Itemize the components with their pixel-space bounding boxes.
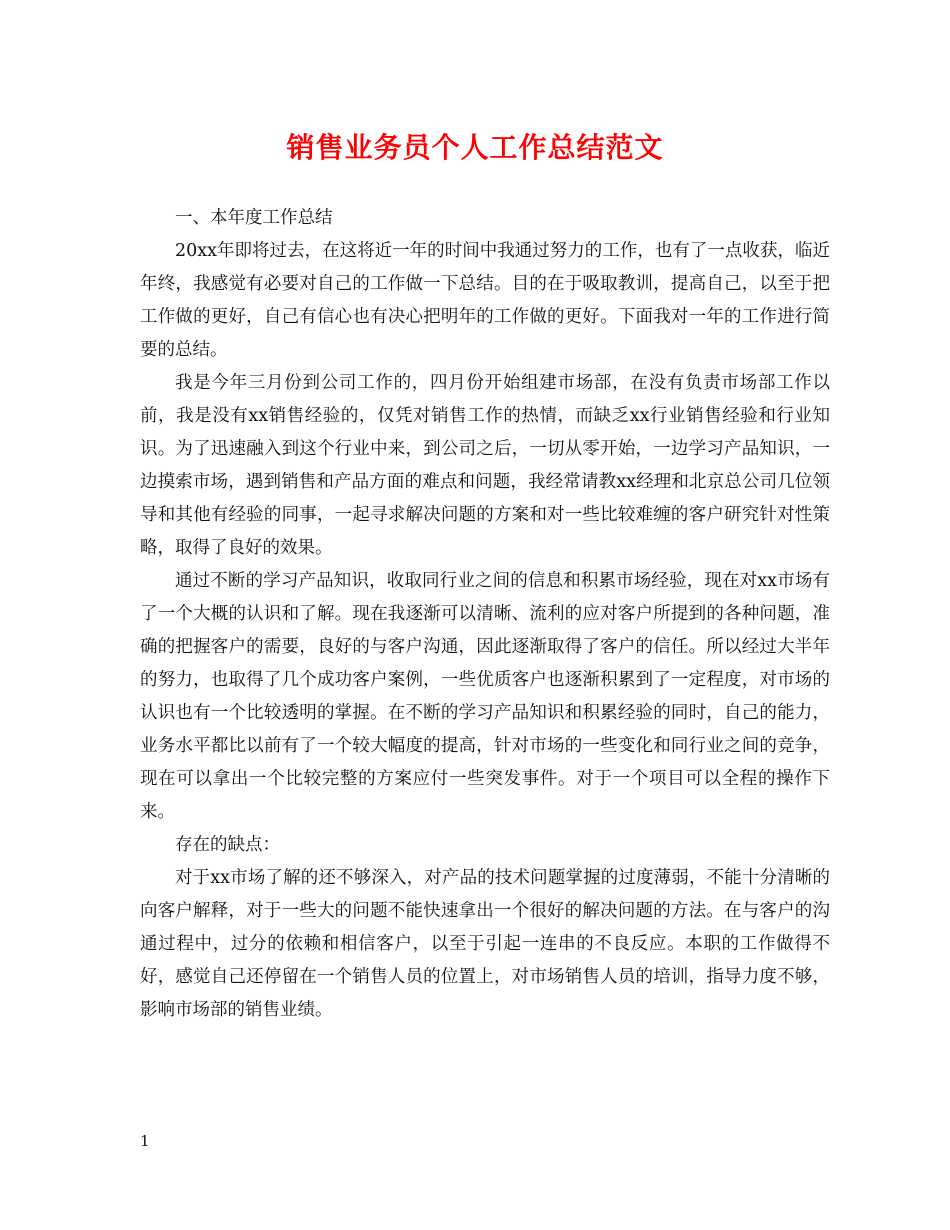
paragraph-3: 通过不断的学习产品知识，收取同行业之间的信息和积累市场经验，现在对xx市场有了一个大概的认识和了解。现在我逐渐可以清晰、流利的应对客户所提到的各种问题，准确的把握客户的需要，良好的与客户沟通，因此逐渐取得了客户的信任。所以经过大半年的努力，也取得了几个成功客户案例，一些优质客户也逐渐积累到了一定程度，对市场的认识也有一个比较透明的掌握。在不断的学习产品知识和积累经验的同时，自己的能力，业务水平都比以前有了一个较大幅度的提高，针对市场的一些变化和同行业之间的竞争，现在可以拿出一个比较完整的方案应付一些突发事件。对于一个项目可以全程的操作下来。 [140, 571, 830, 822]
shortcomings-paragraph: 对于xx市场了解的还不够深入，对产品的技术问题掌握的过度薄弱，不能十分清晰的向客户解释，对于一些大的问题不能快速拿出一个很好的解决问题的方法。在与客户的沟通过程中，过分的依赖和相信客户，以至于引起一连串的不良反应。本职的工作做得不好，感觉自己还停留在一个销售人员的位置上，对市场销售人员的培训，指导力度不够，影响市场部的销售业绩。 [140, 868, 830, 1020]
shortcomings-heading: 存在的缺点： [175, 835, 280, 855]
page-number: 1 [140, 1132, 150, 1150]
paragraph-1: 20xx年即将过去，在这将近一年的时间中我通过努力的工作，也有了一点收获，临近年终，我感觉有必要对自己的工作做一下总结。目的在于吸取教训，提高自己，以至于把工作做的更好，自己有信心也有决心把明年的工作做的更好。下面我对一年的工作进行简要的总结。 [140, 241, 830, 360]
paragraph-2: 我是今年三月份到公司工作的，四月份开始组建市场部，在没有负责市场部工作以前，我是没有xx销售经验的，仅凭对销售工作的热情，而缺乏xx行业销售经验和行业知识。为了迅速融入到这个行业中来，到公司之后，一切从零开始，一边学习产品知识，一边摸索市场，遇到销售和产品方面的难点和问题，我经常请教xx经理和北京总公司几位领导和其他有经验的同事，一起寻求解决问题的方案和对一些比较难缠的客户研究针对性策略，取得了良好的效果。 [140, 373, 830, 558]
section-heading: 一、本年度工作总结 [175, 208, 333, 228]
page-title: 销售业务员个人工作总结范文 [286, 131, 664, 164]
document-body [140, 202, 830, 1027]
